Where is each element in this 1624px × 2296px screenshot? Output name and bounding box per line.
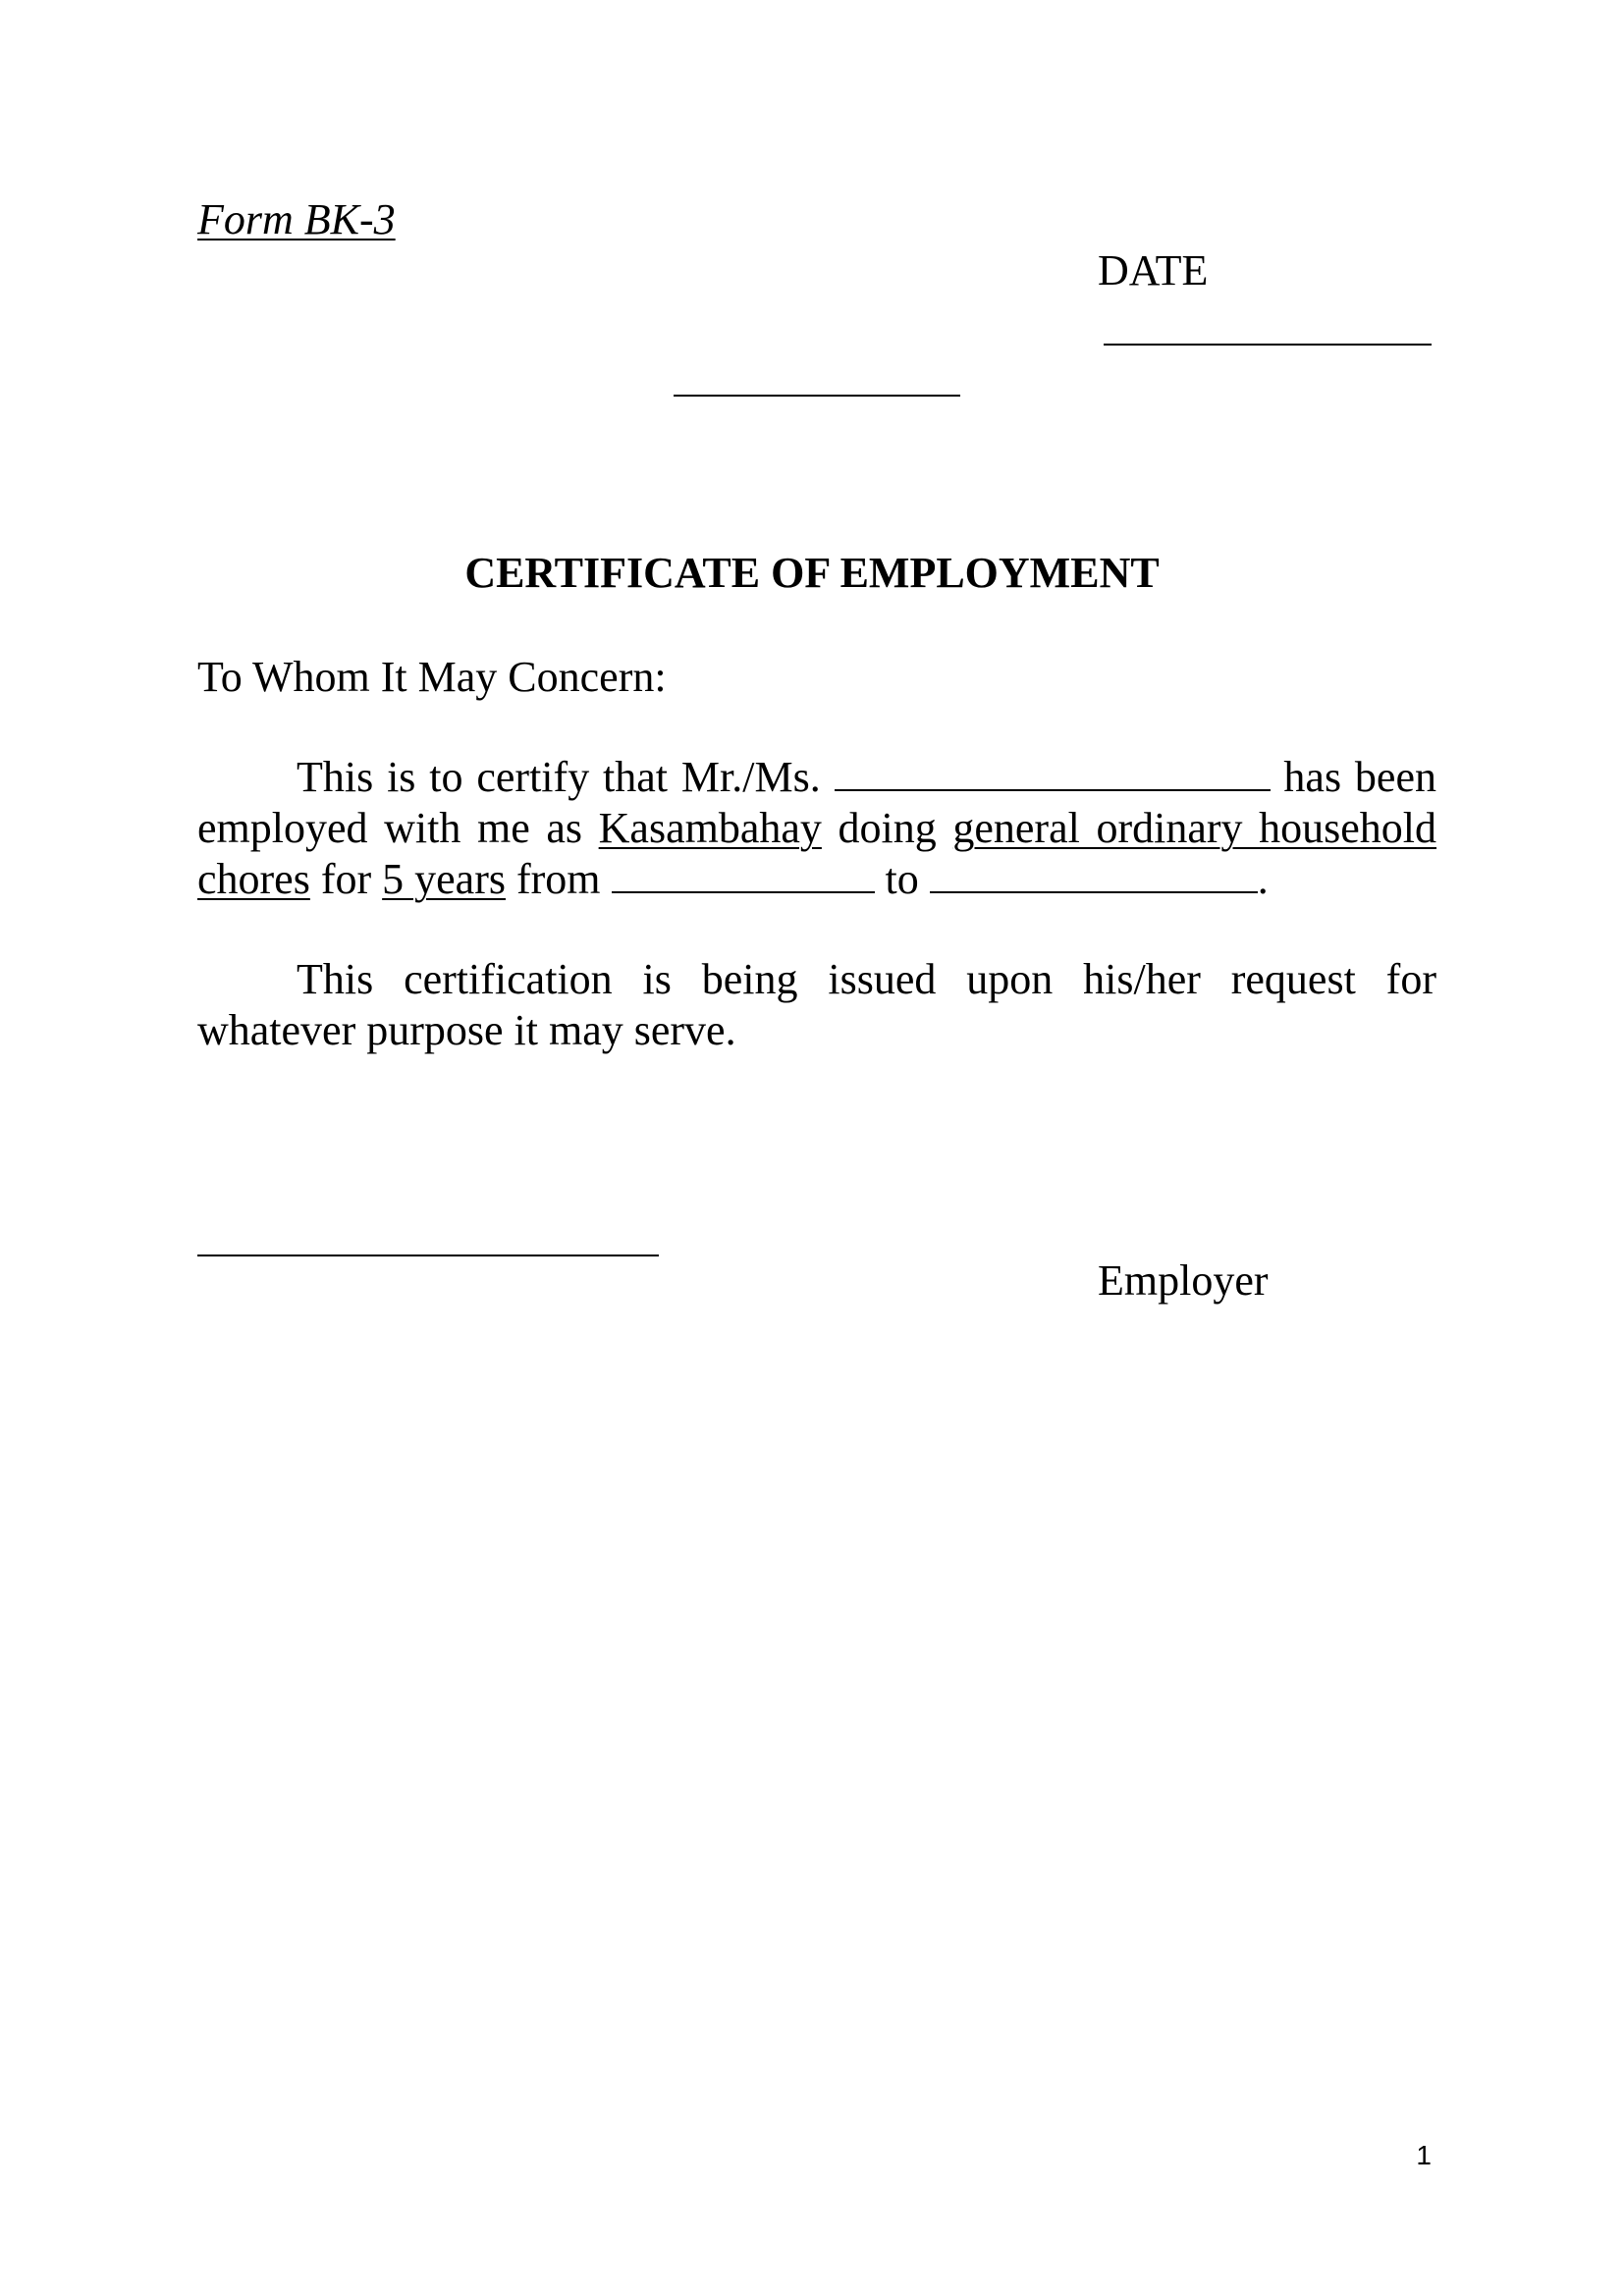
employer-label: Employer: [1098, 1256, 1269, 1305]
doing-text: doing: [838, 804, 937, 852]
duties-text: general ordinary household chores: [197, 804, 1437, 903]
signature-line[interactable]: [197, 1255, 659, 1256]
reference-blank-line[interactable]: [674, 395, 960, 397]
date-blank-line[interactable]: [1104, 344, 1432, 346]
purpose-paragraph: [197, 954, 1436, 1056]
purpose-text: This certification is being issued upon his/her request for whatever purpose it may serve.: [197, 955, 1436, 1054]
document-title: CERTIFICATE OF EMPLOYMENT: [464, 549, 1160, 597]
salutation: To Whom It May Concern:: [197, 653, 667, 701]
has-been-text: has been employed with me as: [197, 753, 1436, 852]
start-date-blank[interactable]: [612, 854, 875, 893]
form-id: Form BK-3: [197, 195, 396, 243]
period-text: .: [1257, 855, 1269, 903]
date-label: DATE: [1098, 246, 1209, 294]
lead-text: This is to certify that Mr./Ms.: [297, 753, 821, 801]
page-number: 1: [1416, 2140, 1432, 2170]
duration-text: 5 years: [382, 855, 506, 903]
position-text: Kasambahay: [598, 804, 822, 852]
from-text: from: [516, 855, 601, 903]
to-text: to: [885, 855, 919, 903]
employee-name-blank[interactable]: [835, 752, 1271, 791]
certification-paragraph: [197, 752, 1436, 905]
for-text: for: [320, 855, 372, 903]
end-date-blank[interactable]: [930, 854, 1258, 893]
